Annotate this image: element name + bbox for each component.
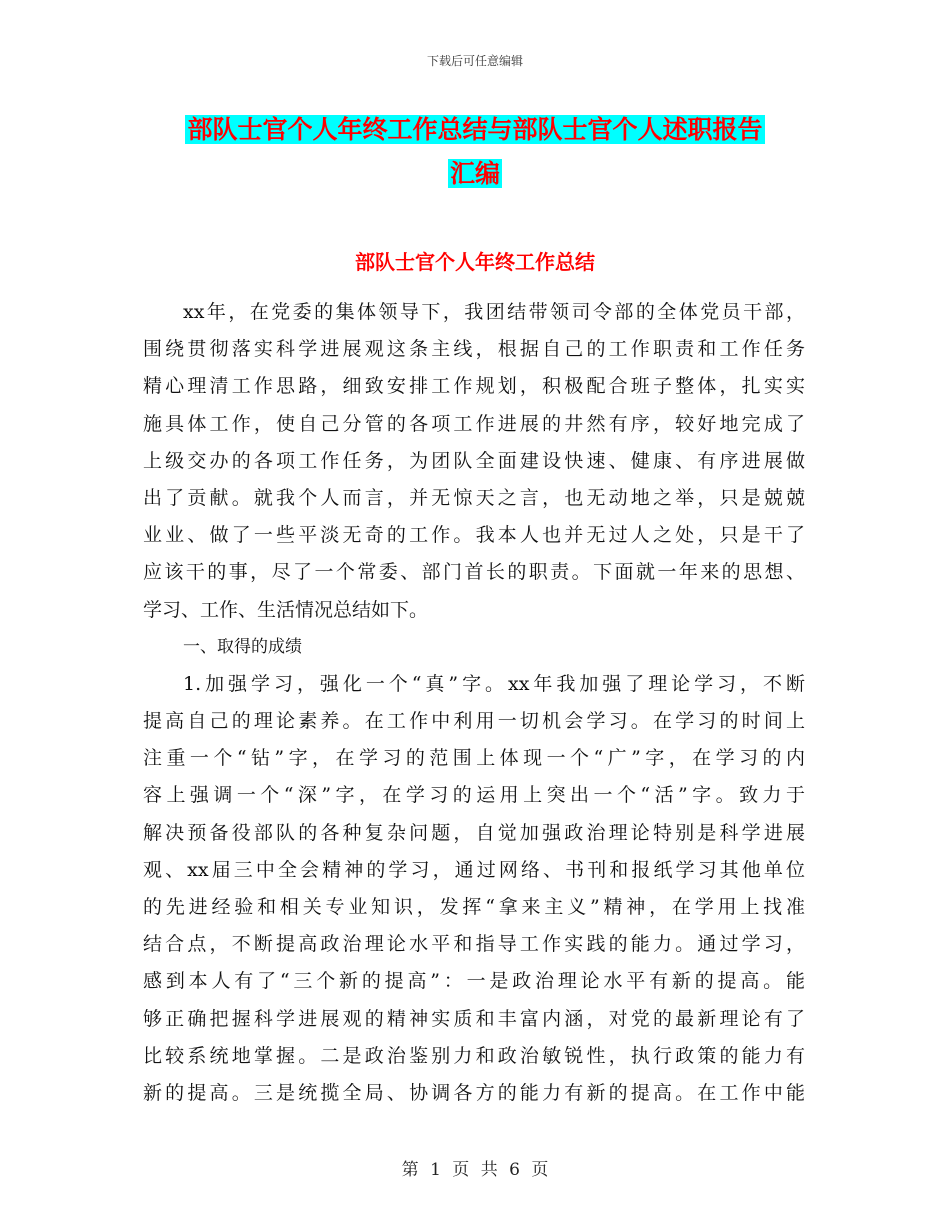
body-line: 比较系统地掌握。二是政治鉴别力和政治敏锐性，执行政策的能力有 [143,1044,805,1067]
body-line: 业业、做了一些平淡无奇的工作。我本人也并无过人之处，只是干了 [143,524,805,547]
body-line: 提高自己的理论素养。在工作中利用一切机会学习。在学习的时间上 [143,710,805,733]
body-line: 的先进经验和相关专业知识，发挥“拿来主义”精神，在学用上找准 [143,896,805,918]
page-number: 第 1 页 共 6 页 [401,1160,549,1180]
body-line: 解决预备役部队的各种复杂问题，自觉加强政治理论特别是科学进展 [143,821,805,844]
body-line: 围绕贯彻落实科学进展观这条主线，根据自己的工作职责和工作任务 [143,338,805,361]
body-line: xx年，在党委的集体领导下，我团结带领司令部的全体党员干部， [183,301,805,323]
body-line: 应该干的事，尽了一个常委、部门首长的职责。下面就一年来的思想、 [143,561,805,584]
body-line: 注重一个“钻”字，在学习的范围上体现一个“广”字，在学习的内 [143,747,805,770]
body-line: 精心理清工作思路，细致安排工作规划，积极配合班子整体，扎实实 [143,375,805,398]
document-title [140,108,810,196]
body-line: 结合点，不断提高政治理论水平和指导工作实践的能力。通过学习， [143,933,805,956]
body-line: 容上强调一个“深”字，在学习的运用上突出一个“活”字。致力于 [143,784,805,807]
document-title-line-2: 汇编 [449,159,500,188]
body-line: 施具体工作，使自己分管的各项工作进展的井然有序，较好地完成了 [143,412,805,435]
body-line: 新的提高。三是统揽全局、协调各方的能力有新的提高。在工作中能 [143,1081,805,1104]
subheading: 一、取得的成绩 [183,636,302,657]
body-line: 上级交办的各项工作任务，为团队全面建设快速、健康、有序进展做 [143,449,805,472]
section-title: 部队士官个人年终工作总结 [355,250,595,274]
body-line: 学习、工作、生活情况总结如下。 [143,598,429,621]
body-line: 观、xx届三中全会精神的学习，通过网络、书刊和报纸学习其他单位 [143,858,805,881]
body-line: 1.加强学习，强化一个“真”字。xx年我加强了理论学习，不断 [183,672,805,695]
body-text [143,294,805,1112]
document-title-line-1: 部队士官个人年终工作总结与部队士官个人述职报告 [187,115,763,144]
body-line: 感到本人有了“三个新的提高”：一是政治理论水平有新的提高。能 [143,970,805,993]
body-line: 出了贡献。就我个人而言，并无惊天之言，也无动地之举，只是兢兢 [143,486,805,509]
page-header-note: 下载后可任意编辑 [426,54,523,68]
body-line: 够正确把握科学进展观的精神实质和丰富内涵，对党的最新理论有了 [143,1007,805,1030]
